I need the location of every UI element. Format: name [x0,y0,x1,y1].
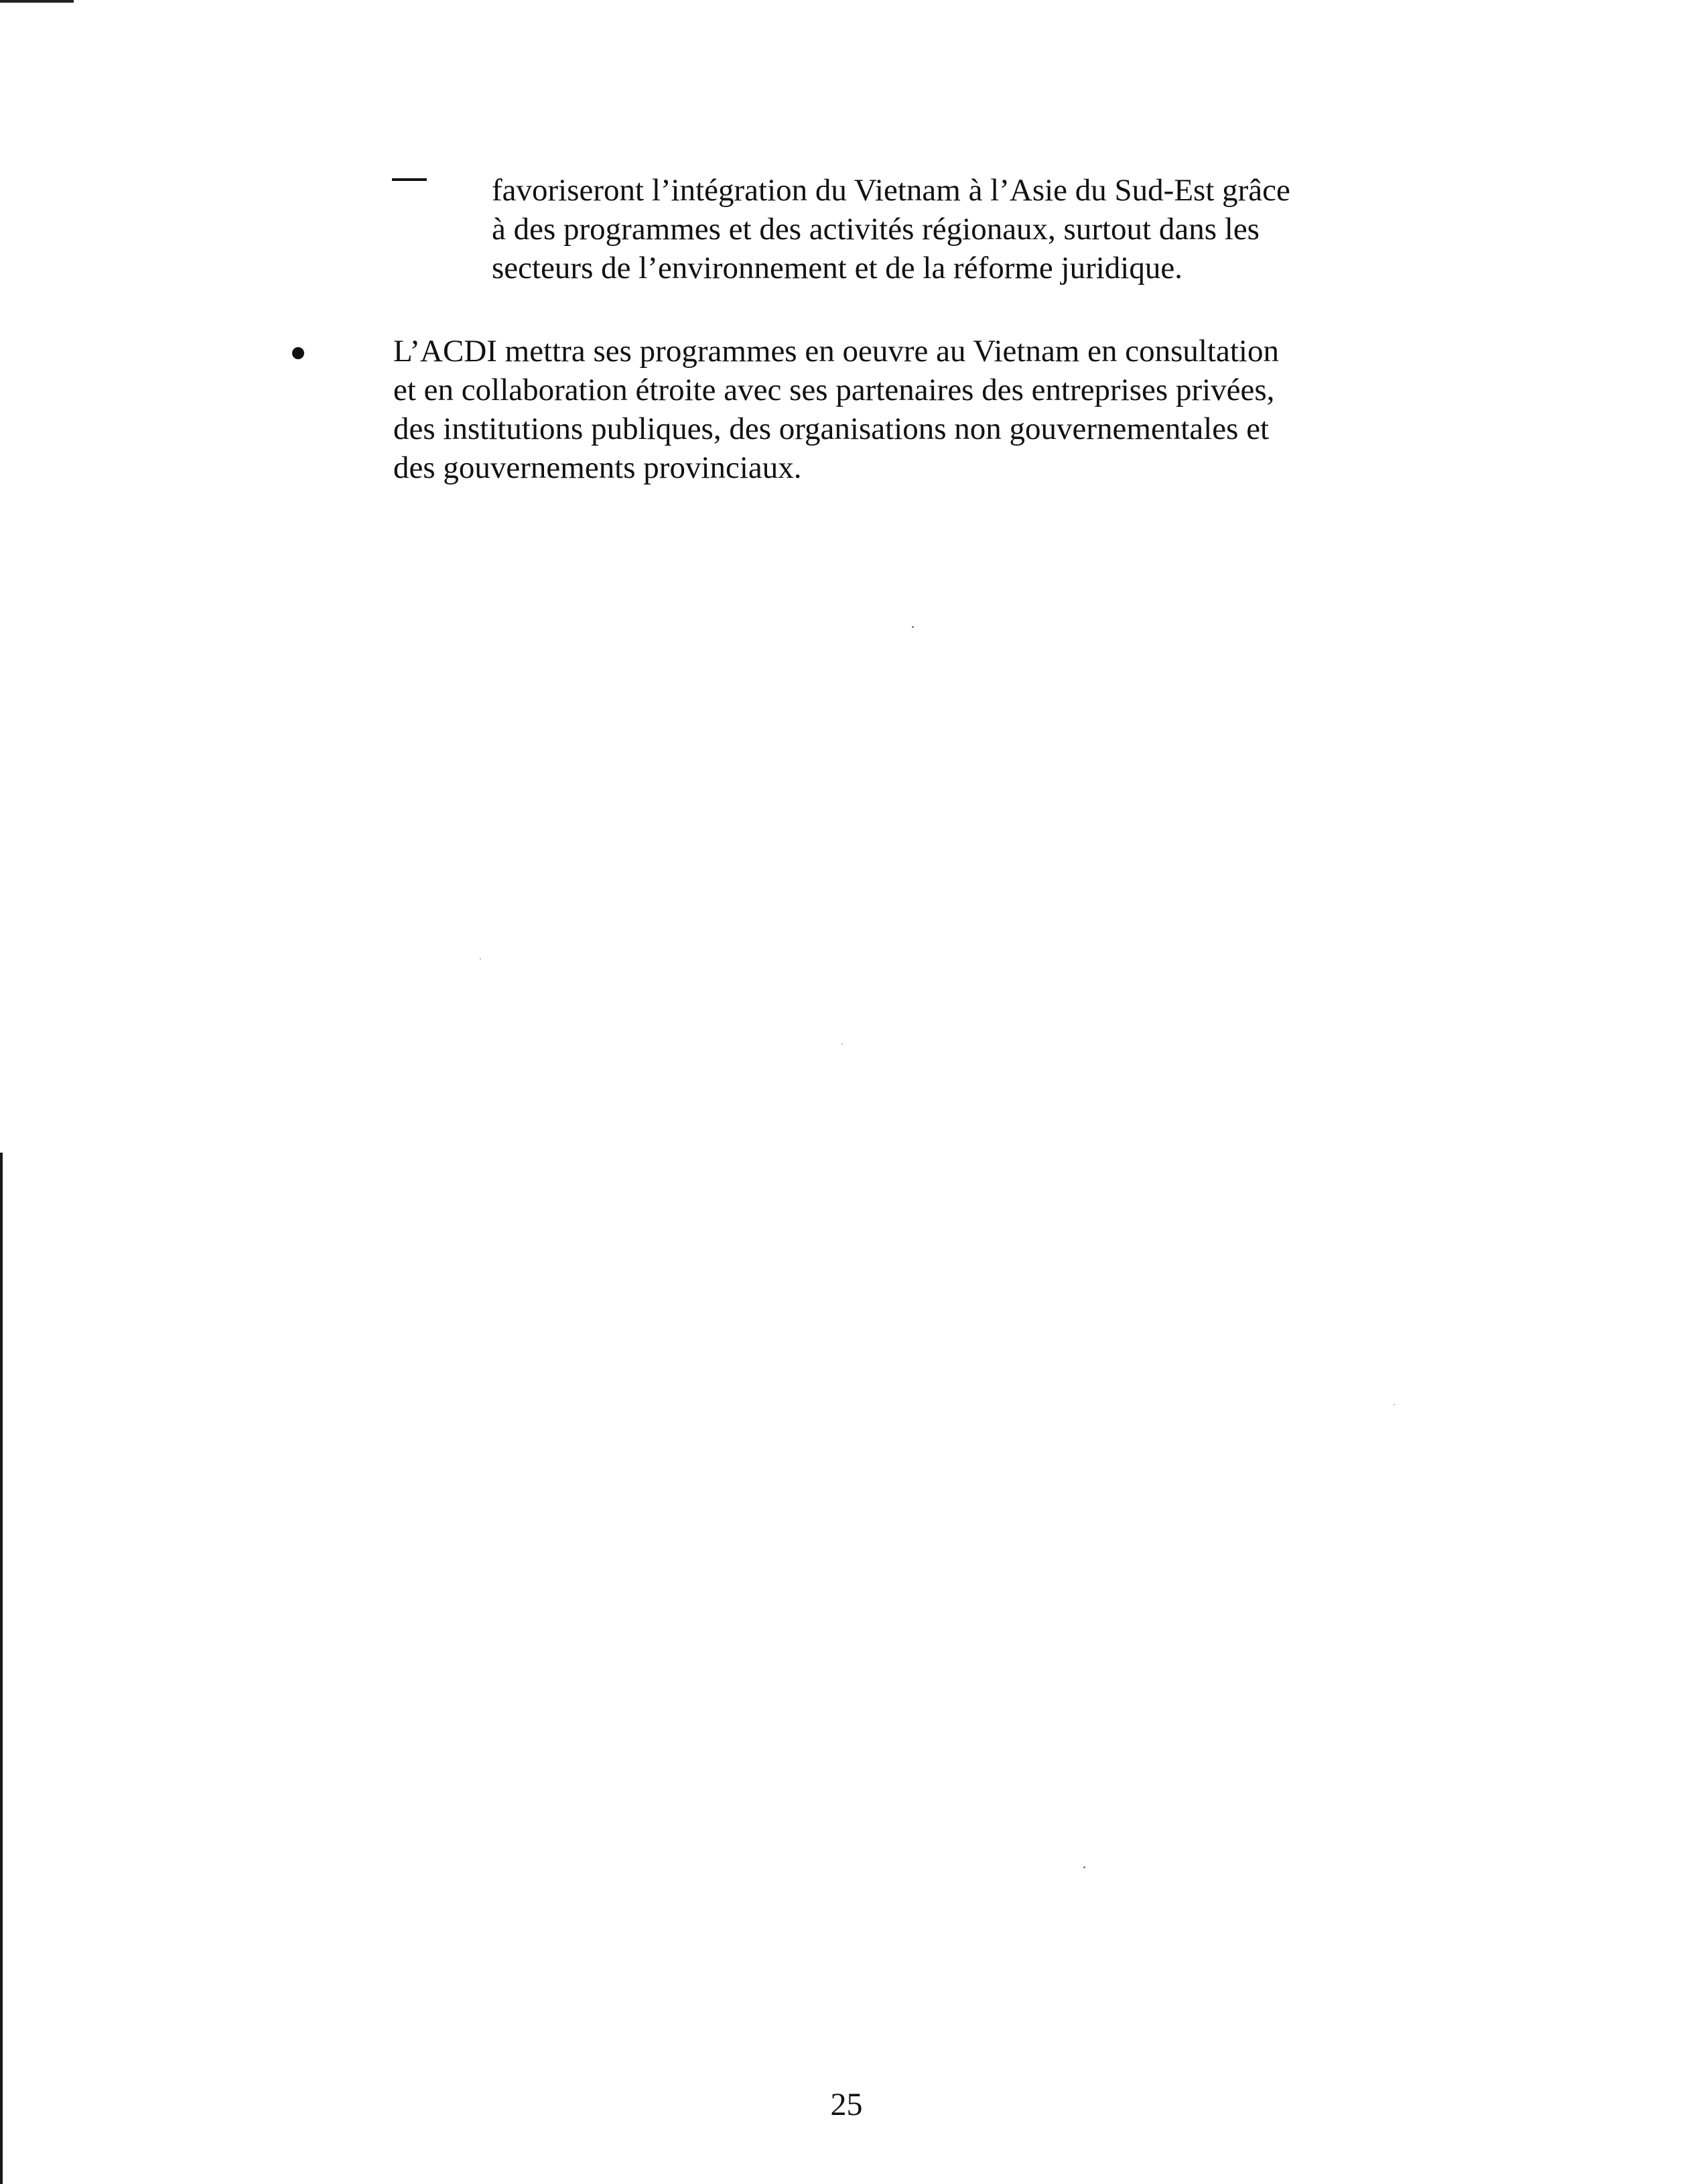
scan-speck [912,626,914,628]
bullet-item-line: et en collaboration étroite avec ses partenaires des entreprises privées, [393,373,1275,407]
scan-speck [1083,1866,1085,1868]
sub-item-line: secteurs de l’environnement et de la réforme juridique. [492,251,1182,285]
scan-edge-left [0,1153,3,2184]
sub-item-text [492,171,1403,287]
bullet-item-line: des institutions publiques, des organisations non gouvernementales et [393,411,1270,446]
page-number: 25 [830,2087,863,2122]
bullet-marker [292,347,304,359]
bullet-item-line: L’ACDI mettra ses programmes en oeuvre au Vietnam en consultation [393,334,1279,369]
scan-speck [480,958,481,960]
scan-speck [1394,1404,1395,1405]
scan-edge-top [0,0,74,3]
sub-item-line: à des programmes et des activités régionaux, surtout dans les [492,212,1260,247]
dash-marker [392,178,427,181]
bullet-item-text [393,332,1412,487]
bullet-item-line: des gouvernements provinciaux. [393,450,802,485]
sub-item-line: favoriseront l’intégration du Vietnam à l’Asie du Sud-Est grâce [492,173,1290,208]
scan-speck [841,1043,843,1045]
